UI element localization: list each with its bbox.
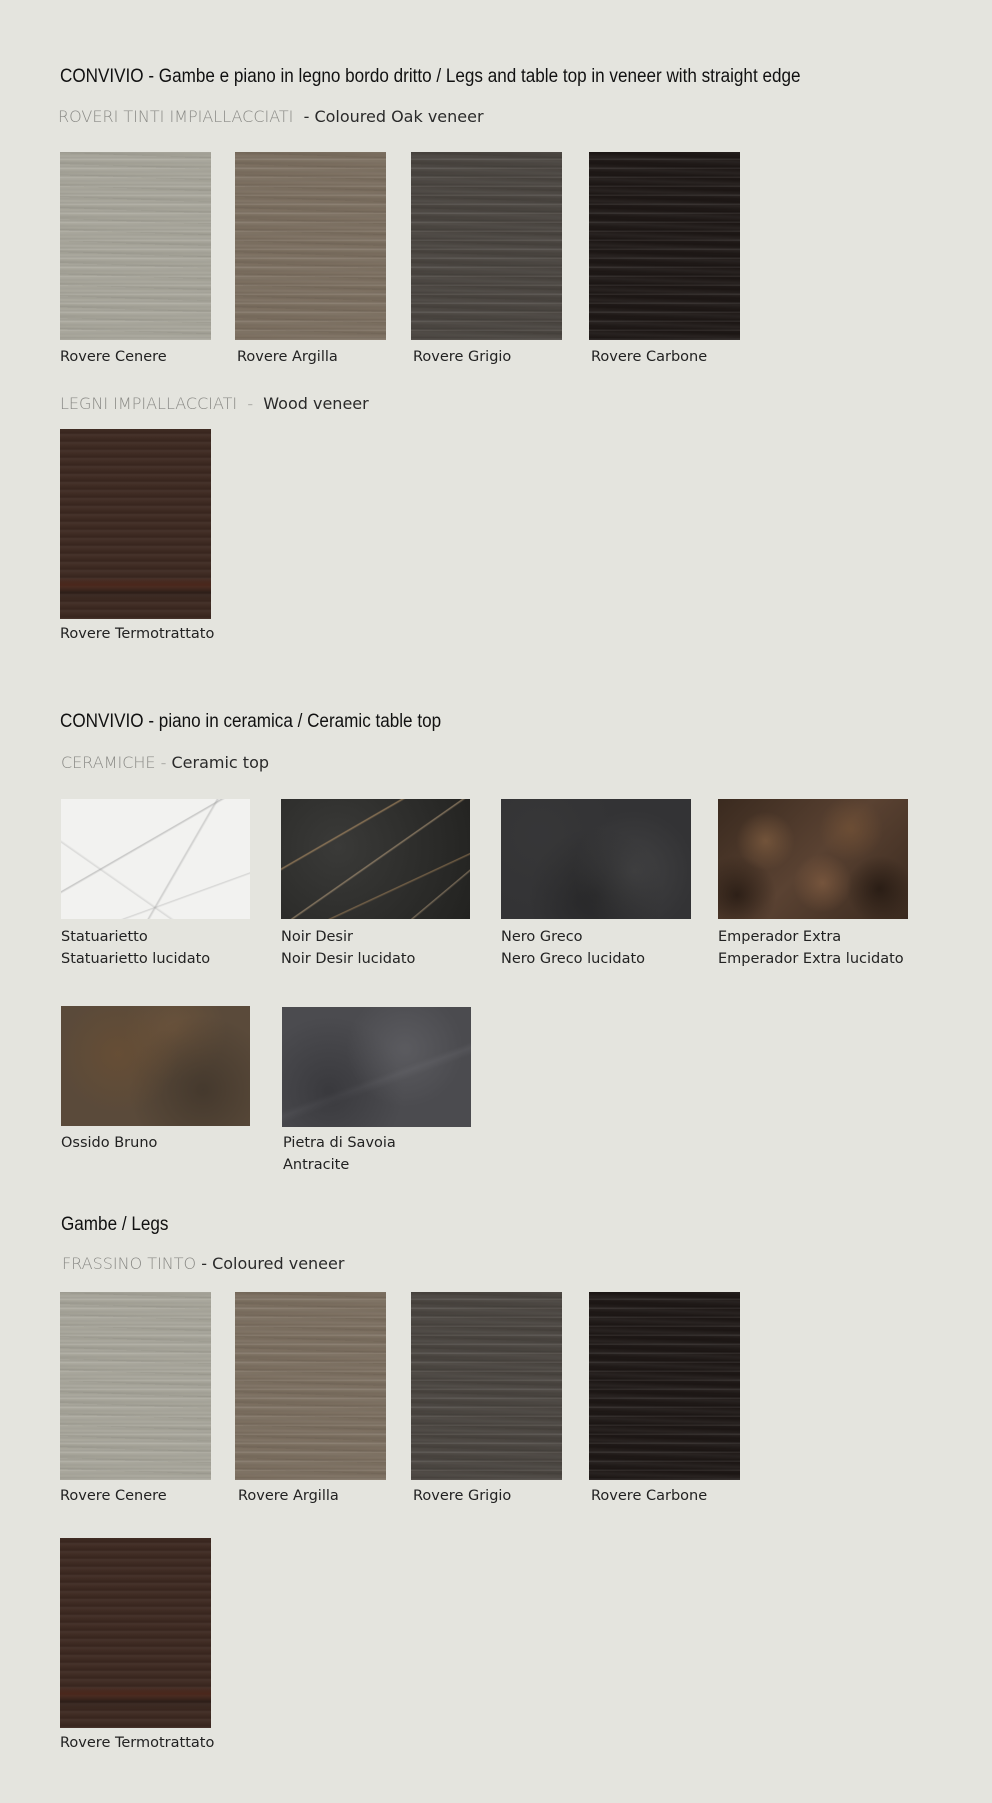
swatch-rovere-grigio[interactable] <box>411 152 562 340</box>
swatch-rovere-termotrattato[interactable] <box>60 429 211 619</box>
swatch-label-line: Nero Greco lucidato <box>501 951 646 967</box>
swatch-label-line: Noir Desir <box>281 929 353 945</box>
swatch-label-line: Ossido Bruno <box>61 1135 158 1151</box>
subheading-en: - Coloured veneer <box>201 1254 345 1273</box>
swatch-label-line: Noir Desir lucidato <box>281 951 416 967</box>
swatch-label-line: Pietra di Savoia <box>283 1135 396 1151</box>
swatch-statuarietto[interactable] <box>61 799 250 919</box>
swatch-emperador-extra[interactable] <box>718 799 908 919</box>
swatch-label: Rovere Grigio <box>413 1488 512 1504</box>
swatch-label: Rovere Argilla <box>238 1488 339 1504</box>
subheading-it: FRASSINO TINTO <box>62 1254 197 1273</box>
swatch-label <box>718 926 904 970</box>
swatch-label <box>61 1132 157 1154</box>
swatch-rovere-cenere[interactable] <box>60 1292 211 1480</box>
swatch-label <box>501 926 645 970</box>
swatch-label <box>283 1132 396 1176</box>
swatch-label-line: Emperador Extra lucidato <box>718 951 904 967</box>
swatch-label: Rovere Termotrattato <box>60 1735 215 1751</box>
swatch-rovere-argilla[interactable] <box>235 152 386 340</box>
swatch-label-line: Antracite <box>283 1157 350 1173</box>
swatch-rovere-carbone[interactable] <box>589 1292 740 1480</box>
swatch-label: Rovere Termotrattato <box>60 626 215 642</box>
swatch-label: Rovere Carbone <box>591 349 708 365</box>
swatch-label-line: Statuarietto lucidato <box>61 951 211 967</box>
section-title-legs: Gambe / Legs <box>61 1214 169 1235</box>
subheading-it: LEGNI IMPIALLACCIATI <box>60 394 238 413</box>
section-title-veneer: CONVIVIO - Gambe e piano in legno bordo dritto / Legs and table top in veneer with straight edge <box>60 66 801 87</box>
swatch-label: Rovere Argilla <box>237 349 338 365</box>
swatch-label-line: Nero Greco <box>501 929 583 945</box>
swatch-label: Rovere Grigio <box>413 349 512 365</box>
swatch-label: Rovere Carbone <box>591 1488 708 1504</box>
swatch-rovere-argilla[interactable] <box>235 1292 386 1480</box>
swatch-nero-greco[interactable] <box>501 799 691 919</box>
subheading-en: - Coloured Oak veneer <box>303 107 484 126</box>
swatch-pietra-di-savoia[interactable] <box>282 1007 471 1127</box>
swatch-label-line: Emperador Extra <box>718 929 842 945</box>
swatch-label-line: Statuarietto <box>61 929 148 945</box>
subheading-coloured-oak <box>58 107 484 126</box>
swatch-rovere-grigio[interactable] <box>411 1292 562 1480</box>
swatch-ossido-bruno[interactable] <box>61 1006 250 1126</box>
swatch-rovere-cenere[interactable] <box>60 152 211 340</box>
swatch-label: Rovere Cenere <box>60 349 167 365</box>
subheading-en: Ceramic top <box>171 753 270 772</box>
section-title-ceramic: CONVIVIO - piano in ceramica / Ceramic table top <box>60 711 442 732</box>
subheading-en: Wood veneer <box>263 394 369 413</box>
subheading-frassino <box>62 1254 344 1273</box>
subheading-ceramiche <box>61 753 269 772</box>
swatch-label <box>281 926 415 970</box>
swatch-rovere-carbone[interactable] <box>589 152 740 340</box>
swatch-rovere-termotrattato[interactable] <box>60 1538 211 1728</box>
swatch-label <box>61 926 210 970</box>
subheading-it: CERAMICHE - <box>61 753 167 772</box>
subheading-sep: - <box>247 394 254 413</box>
swatch-label: Rovere Cenere <box>60 1488 167 1504</box>
subheading-it: ROVERI TINTI IMPIALLACCIATI <box>58 107 294 126</box>
swatch-noir-desir[interactable] <box>281 799 470 919</box>
subheading-wood-veneer <box>60 394 369 413</box>
